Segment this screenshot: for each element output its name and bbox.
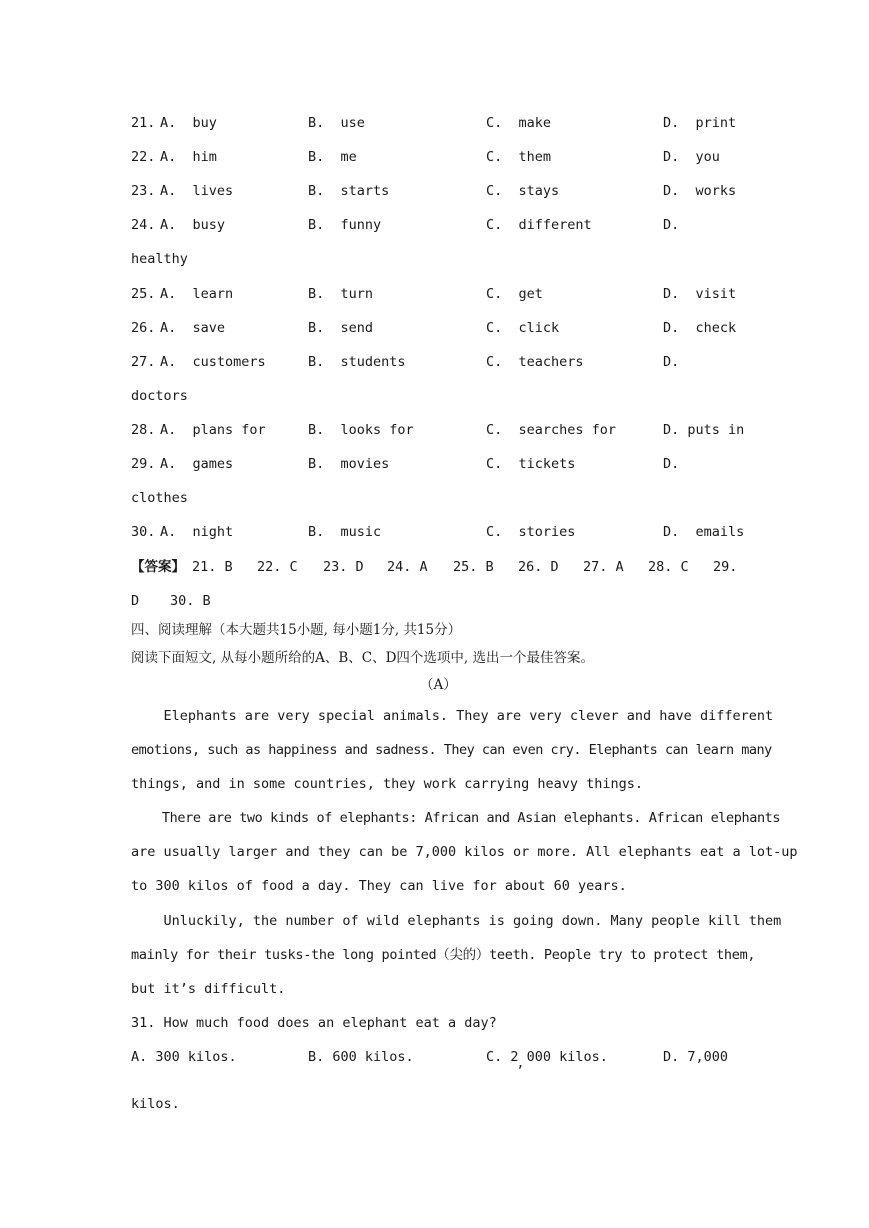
option-d: D. 7,000 [663, 1049, 729, 1065]
option-d-wrap: healthy [131, 251, 188, 267]
section-heading: 四、阅读理解（本大题共15小题, 每小题1分, 共15分） [131, 622, 462, 638]
option-c: C. stories [486, 524, 576, 540]
answer-item: 28. C [648, 559, 689, 575]
option-b: B. movies [308, 456, 390, 472]
passage-line: Elephants are very special animals. They are very clever and have different [131, 708, 774, 724]
option-b: B. music [308, 524, 382, 540]
question-number: 24. [131, 217, 156, 233]
option-d-wrap: clothes [131, 490, 188, 506]
answer-item: 24. A [387, 559, 428, 575]
option-a: A. night [160, 524, 234, 540]
option-a: A. lives [160, 183, 234, 199]
passage-line: are usually larger and they can be 7,000 kilos or more. All elephants eat a lot-up [131, 844, 798, 860]
option-b: B. turn [308, 286, 374, 302]
answer-item: D [131, 593, 140, 609]
option-b: B. looks for [308, 422, 414, 438]
question-number: 26. [131, 320, 156, 336]
option-b: B. students [308, 354, 406, 370]
option-a: A. busy [160, 217, 226, 233]
option-b: B. me [308, 149, 357, 165]
option-a: A. buy [160, 115, 217, 131]
question-number: 28. [131, 422, 156, 438]
question-number: 29. [131, 456, 156, 472]
option-b: B. 600 kilos. [308, 1049, 414, 1065]
option-d: D. [663, 217, 680, 233]
option-c: C. tickets [486, 456, 576, 472]
option-a: A. customers [160, 354, 266, 370]
passage-line: to 300 kilos of food a day. They can live for about 60 years. [131, 878, 627, 894]
option-d: D. check [663, 320, 737, 336]
option-c: C. stays [486, 183, 560, 199]
answer-item: 27. A [583, 559, 624, 575]
option-c: C. get [486, 286, 543, 302]
answer-item: 23. D [323, 559, 364, 575]
option-c: C. them [486, 149, 552, 165]
option-d: D. print [663, 115, 737, 131]
question-number: 22. [131, 149, 156, 165]
option-d: D. works [663, 183, 737, 199]
passage-line: There are two kinds of elephants: African and Asian elephants. African elephants [131, 810, 781, 826]
passage-line: mainly for their tusks-the long pointed（尖的）teeth. People try to protect them, [131, 947, 756, 963]
option-a: A. games [160, 456, 234, 472]
option-d: D. [663, 354, 680, 370]
answer-item: 29. [713, 559, 738, 575]
option-c-mark: ’ [516, 1063, 525, 1079]
answer-item: 22. C [257, 559, 298, 575]
section-instruction: 阅读下面短文, 从每小题所给的A、B、C、D四个选项中, 选出一个最佳答案。 [131, 650, 594, 666]
option-b: B. funny [308, 217, 382, 233]
option-d-wrap: doctors [131, 388, 188, 404]
question-number: 21. [131, 115, 156, 131]
option-c: C. different [486, 217, 592, 233]
option-a: A. plans for [160, 422, 266, 438]
option-d: D. emails [663, 524, 745, 540]
question-stem: 31. How much food does an elephant eat a day? [131, 1015, 497, 1031]
passage-line: Unluckily, the number of wild elephants is going down. Many people kill them [131, 913, 782, 929]
passage-label: （A） [420, 677, 457, 693]
option-b: B. send [308, 320, 374, 336]
option-d: D. puts in [663, 422, 745, 438]
question-number: 25. [131, 286, 156, 302]
answer-item: 25. B [453, 559, 494, 575]
question-number: 30. [131, 524, 156, 540]
option-c: C. make [486, 115, 552, 131]
option-d-wrap: kilos. [131, 1096, 180, 1112]
option-a: A. 300 kilos. [131, 1049, 237, 1065]
answer-tag: 【答案】 [131, 559, 185, 575]
question-number: 27. [131, 354, 156, 370]
option-a: A. learn [160, 286, 234, 302]
option-c: C. click [486, 320, 560, 336]
option-c: C. searches for [486, 422, 617, 438]
answer-item: 26. D [518, 559, 559, 575]
question-number: 23. [131, 183, 156, 199]
answer-item: 30. B [170, 593, 211, 609]
option-d: D. [663, 456, 680, 472]
passage-line: things, and in some countries, they work carrying heavy things. [131, 776, 644, 792]
option-b: B. starts [308, 183, 390, 199]
option-a: A. save [160, 320, 226, 336]
option-b: B. use [308, 115, 365, 131]
passage-line: emotions, such as happiness and sadness. They can even cry. Elephants can learn many [131, 742, 772, 758]
option-d: D. visit [663, 286, 737, 302]
passage-line: but it’s difficult. [131, 981, 286, 997]
answer-item: 21. B [192, 559, 233, 575]
option-c: C. 2 000 kilos. [486, 1049, 608, 1065]
option-d: D. you [663, 149, 720, 165]
option-c: C. teachers [486, 354, 584, 370]
option-a: A. him [160, 149, 217, 165]
